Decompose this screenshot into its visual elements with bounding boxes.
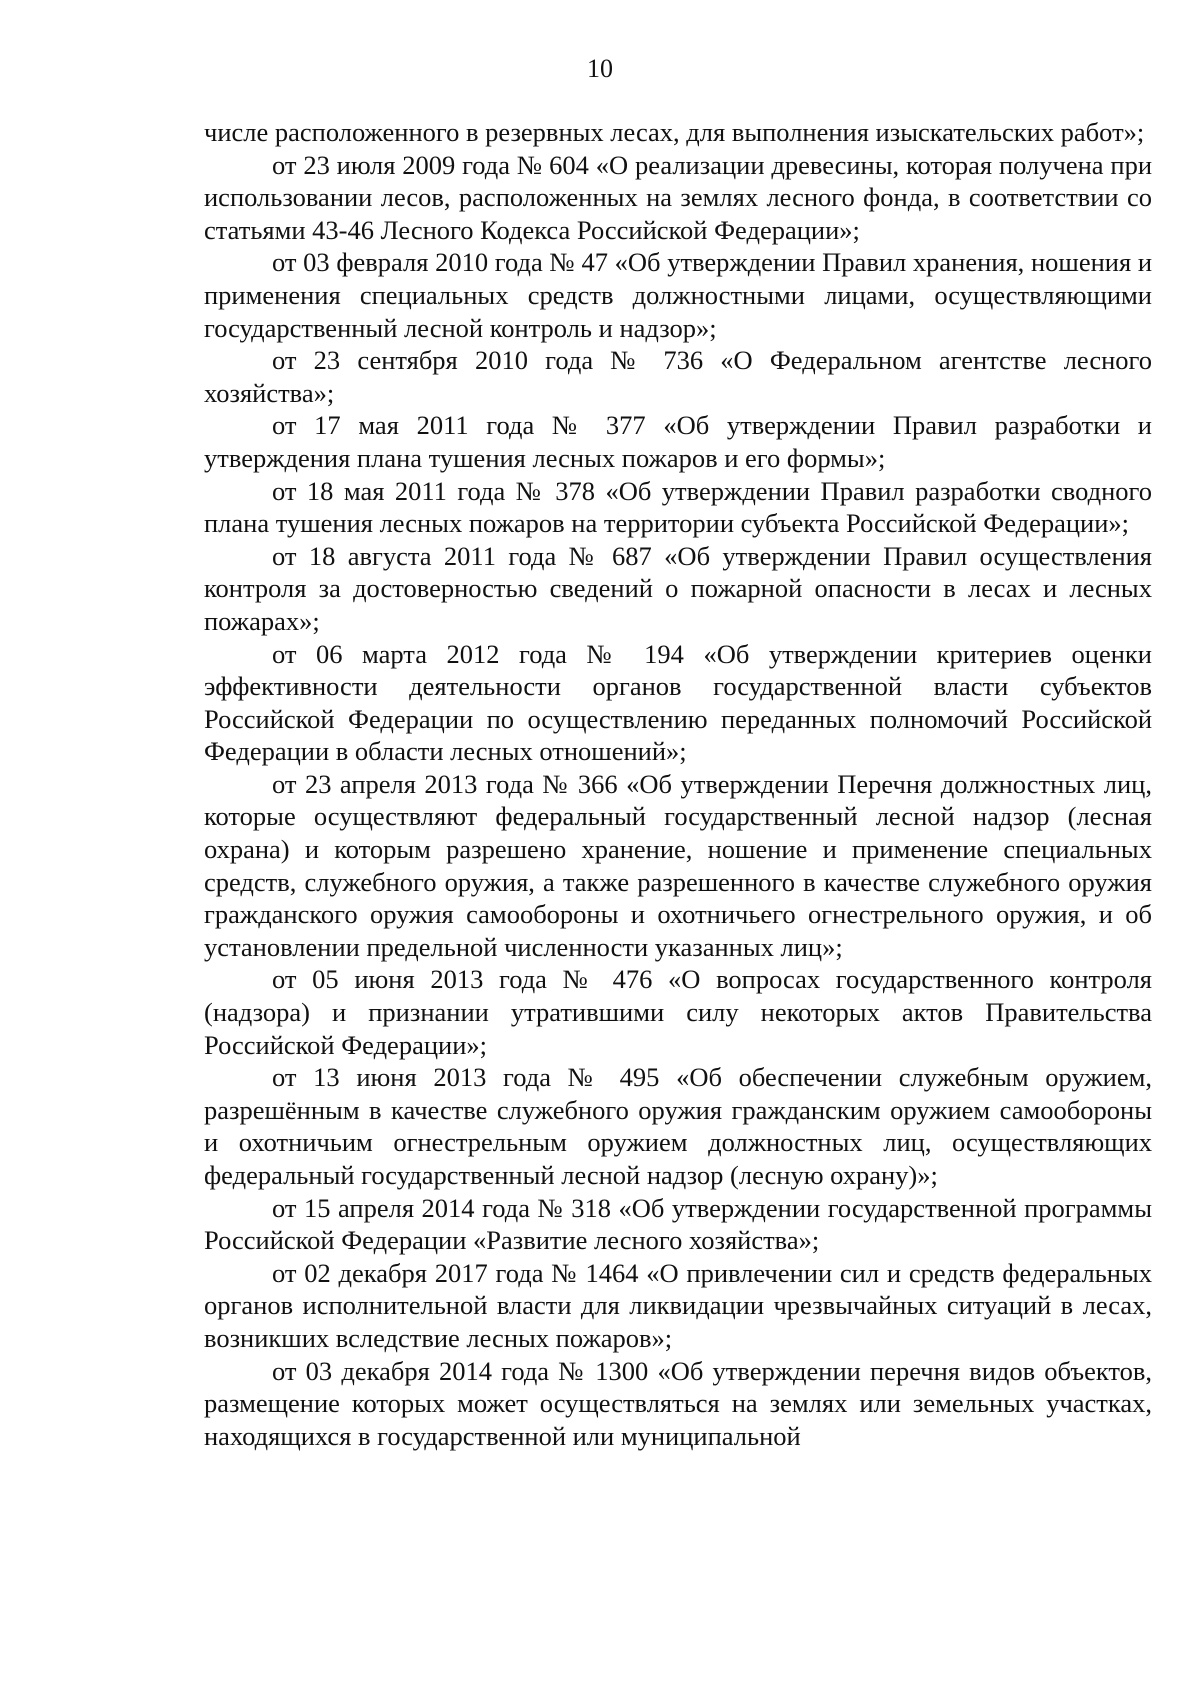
paragraph-decree-2013-495: от 13 июня 2013 года № 495 «Об обеспечении служебным оружием, разрешённым в качестве служебного оружия гражданским оружием самообороны и охотничьим огнестрельным оружием должностных лиц, осуществляющих федеральный государственный лесной надзор (лесную охрану)»; [204,1062,1152,1190]
paragraph-decree-2012-194: от 06 марта 2012 года № 194 «Об утверждении критериев оценки эффективности деятельности органов государственной власти субъектов Российской Федерации по осуществлению переданных полномочий Российской Федерации в области лесных отношений»; [204,638,1152,767]
paragraph-continuation: числе расположенного в резервных лесах, для выполнения изыскательских работ»; [204,117,1145,147]
paragraph-decree-2010-736: от 23 сентября 2010 года № 736 «О Федеральном агентстве лесного хозяйства»; [204,345,1152,408]
paragraph-decree-2014-318: от 15 апреля 2014 года № 318 «Об утверждении государственной программы Российской Федерации «Развитие лесного хозяйства»; [204,1192,1152,1256]
paragraph-decree-2017-1464: от 02 декабря 2017 года № 1464 «О привлечении сил и средств федеральных органов исполнительной власти для ликвидации чрезвычайных ситуаций в лесах, возникших вследствие лесных пожаров»; [204,1257,1152,1353]
paragraph-decree-2011-687: от 18 августа 2011 года № 687 «Об утверждении Правил осуществления контроля за достоверностью сведений о пожарной опасности в лесах и лесных пожарах»; [204,540,1152,636]
paragraph-decree-2011-377: от 17 мая 2011 года № 377 «Об утверждении Правил разработки и утверждения плана тушения лесных пожаров и его формы»; [204,410,1152,473]
paragraph-decree-2014-1300: от 03 декабря 2014 года № 1300 «Об утверждении перечня видов объектов, размещение которых может осуществляться на землях или земельных участках, находящихся в государственной или муниципальной [204,1355,1152,1451]
paragraph-decree-2009-604: от 23 июля 2009 года № 604 «О реализации древесины, которая получена при использовании лесов, расположенных на землях лесного фонда, в соответствии со статьями 43-46 Лесного Кодекса Российской Федерации»; [204,149,1152,245]
paragraph-decree-2010-47: от 03 февраля 2010 года № 47 «Об утверждении Правил хранения, ношения и применения специальных средств должностными лицами, осуществляющими государственный лесной контроль и надзор»; [204,247,1152,343]
document-body [204,116,1152,1452]
page-number: 10 [587,54,613,83]
paragraph-decree-2011-378: от 18 мая 2011 года № 378 «Об утверждении Правил разработки сводного плана тушения лесных пожаров на территории субъекта Российской Федерации»; [204,475,1152,539]
paragraph-decree-2013-366: от 23 апреля 2013 года № 366 «Об утверждении Перечня должностных лиц, которые осуществляют федеральный государственный лесной надзор (лесная охрана) и которым разрешено хранение, ношение и применение специальных средств, служебного оружия, а также разрешенного в качестве служебного оружия гражданского оружия самообороны и охотничьего огнестрельного оружия, и об установлении предельной численности указанных лиц»; [204,768,1152,962]
paragraph-decree-2013-476: от 05 июня 2013 года № 476 «О вопросах государственного контроля (надзора) и признании утратившими силу некоторых актов Правительства Российской Федерации»; [204,964,1152,1060]
